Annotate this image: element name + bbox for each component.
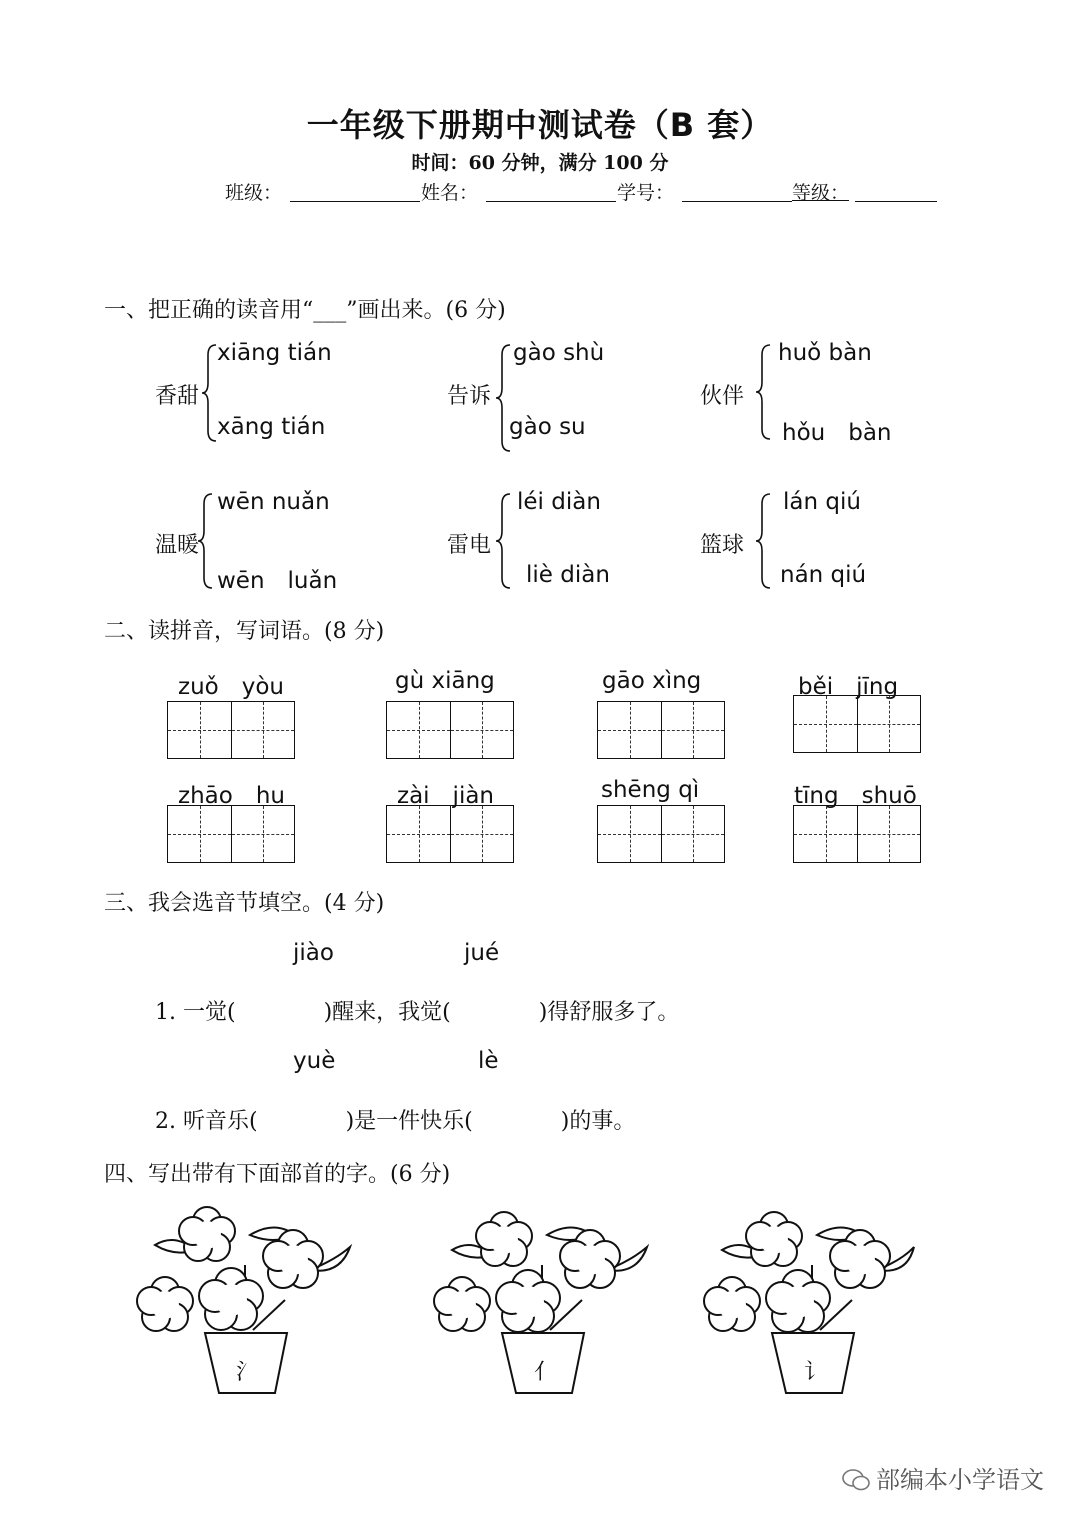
question-1: 1. 一觉( )醒来，我觉( )得舒服多了。 (155, 1000, 680, 1025)
writing-grid[interactable] (793, 695, 921, 753)
class-field[interactable] (290, 201, 420, 202)
watermark-text: 部编本小学语文 (876, 1466, 1044, 1494)
radical-label: 讠 (804, 1360, 827, 1385)
radical-label: 氵 (236, 1360, 259, 1385)
writing-grid[interactable] (793, 805, 921, 863)
pinyin-label: zài jiàn (397, 783, 495, 809)
brace-icon (756, 343, 772, 441)
class-label: 班级： (225, 182, 283, 204)
flower-pot-3 (702, 1205, 924, 1400)
option-a[interactable]: wēn nuǎn (217, 489, 330, 515)
brace-icon (202, 343, 218, 443)
option-b[interactable]: hǒu bàn (782, 420, 892, 446)
option-a[interactable]: gào shù (513, 340, 605, 366)
name-field[interactable] (486, 201, 616, 202)
grade-label: 等级： (792, 182, 850, 204)
writing-grid[interactable] (167, 805, 295, 863)
pinyin-label: tīng shuō (794, 783, 917, 809)
student-id-field[interactable] (682, 201, 792, 202)
section-3-heading: 三、我会选音节填空。(4 分) (104, 891, 385, 916)
option-b[interactable]: gào su (509, 414, 586, 440)
name-label: 姓名： (421, 182, 479, 204)
radical-label: 亻 (534, 1360, 557, 1385)
option-b[interactable]: xāng tián (217, 414, 326, 440)
writing-grid[interactable] (386, 805, 514, 863)
option-b[interactable]: liè diàn (526, 562, 610, 588)
flower-pot-1 (135, 1205, 357, 1400)
option-a[interactable]: xiāng tián (217, 340, 332, 366)
brace-icon (198, 492, 214, 590)
student-id-label: 学号： (617, 182, 675, 204)
pinyin-label: gù xiāng (395, 668, 495, 694)
pinyin-label: shēng qì (601, 777, 700, 803)
option-a[interactable]: léi diàn (517, 489, 601, 515)
word-leidian: 雷电 (447, 533, 492, 558)
syllable-option: jué (464, 940, 500, 966)
pinyin-label: gāo xìng (602, 668, 702, 694)
flower-pot-2 (432, 1205, 654, 1400)
wechat-icon (842, 1469, 870, 1491)
section-1-heading: 一、把正确的读音用“___”画出来。(6 分) (104, 298, 506, 323)
section-4-heading: 四、写出带有下面部首的字。(6 分) (104, 1162, 451, 1187)
option-b[interactable]: wēn luǎn (217, 568, 338, 594)
syllable-option: yuè (293, 1048, 336, 1074)
exam-time-score: 时间：60 分钟，满分 100 分 (411, 152, 669, 174)
option-a[interactable]: huǒ bàn (778, 340, 872, 366)
writing-grid[interactable] (597, 701, 725, 759)
page-title: 一年级下册期中测试卷（B 套） (306, 106, 774, 144)
brace-icon (756, 492, 772, 590)
brace-icon (496, 492, 512, 590)
option-b[interactable]: nán qiú (780, 562, 867, 588)
pinyin-label: běi jīng (798, 674, 899, 700)
word-huoban: 伙伴 (700, 384, 745, 409)
watermark (842, 1460, 1044, 1495)
section-2-heading: 二、读拼音，写词语。(8 分) (104, 619, 385, 644)
option-a[interactable]: lán qiú (783, 489, 861, 515)
word-xiangtian: 香甜 (155, 384, 200, 409)
word-lanqiu: 篮球 (700, 533, 745, 558)
pinyin-label: zuǒ yòu (178, 674, 284, 700)
word-wennuan: 温暖 (155, 533, 200, 558)
grade-field[interactable] (855, 201, 937, 202)
writing-grid[interactable] (167, 701, 295, 759)
word-gaosu: 告诉 (447, 384, 492, 409)
writing-grid[interactable] (597, 805, 725, 863)
syllable-option: lè (478, 1048, 499, 1074)
writing-grid[interactable] (386, 701, 514, 759)
question-2: 2. 听音乐( )是一件快乐( )的事。 (155, 1109, 636, 1134)
syllable-option: jiào (293, 940, 334, 966)
pinyin-label: zhāo hu (178, 783, 285, 809)
